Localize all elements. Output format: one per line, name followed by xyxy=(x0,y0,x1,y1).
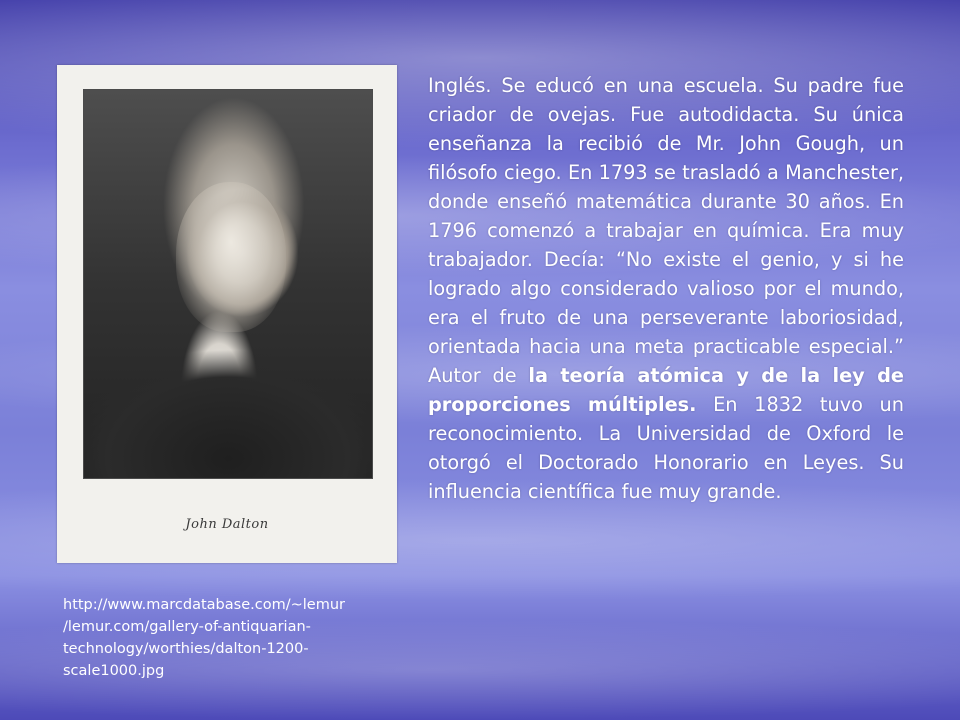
biography-text xyxy=(428,71,904,506)
source-line: /lemur.com/gallery-of-antiquarian- xyxy=(63,619,311,635)
portrait-caption: John Dalton xyxy=(185,517,269,532)
bio-text-part2: En 1832 tuvo un reconocimiento. La Universidad de Oxford le otorgó el Doctorado Honorario en Leyes. Su influencia científica fue muy grande. xyxy=(428,393,904,503)
portrait-photo xyxy=(83,89,373,479)
source-line: scale1000.jpg xyxy=(63,663,165,679)
portrait-frame xyxy=(57,65,397,563)
portrait-face xyxy=(176,182,286,332)
bio-text-bold: la teoría atómica y de la ley de proporciones múltiples. xyxy=(428,364,904,416)
source-citation xyxy=(63,594,363,682)
source-line: http://www.marcdatabase.com/~lemur xyxy=(63,597,345,613)
bio-text-part1: Inglés. Se educó en una escuela. Su padre fue criador de ovejas. Fue autodidacta. Su única enseñanza la recibió de Mr. John Gough, un filósofo ciego. En 1793 se trasladó a Manchester, donde enseñó matemática durante 30 años. En 1796 comenzó a trabajar en química. Era muy trabajador. Decía: “No existe el genio, y si he logrado algo considerado valioso por el mundo, era el fruto de una perseverante laboriosidad, orientada hacia una meta practicable especial.” Autor de xyxy=(428,74,904,387)
source-line: technology/worthies/dalton-1200- xyxy=(63,641,309,657)
